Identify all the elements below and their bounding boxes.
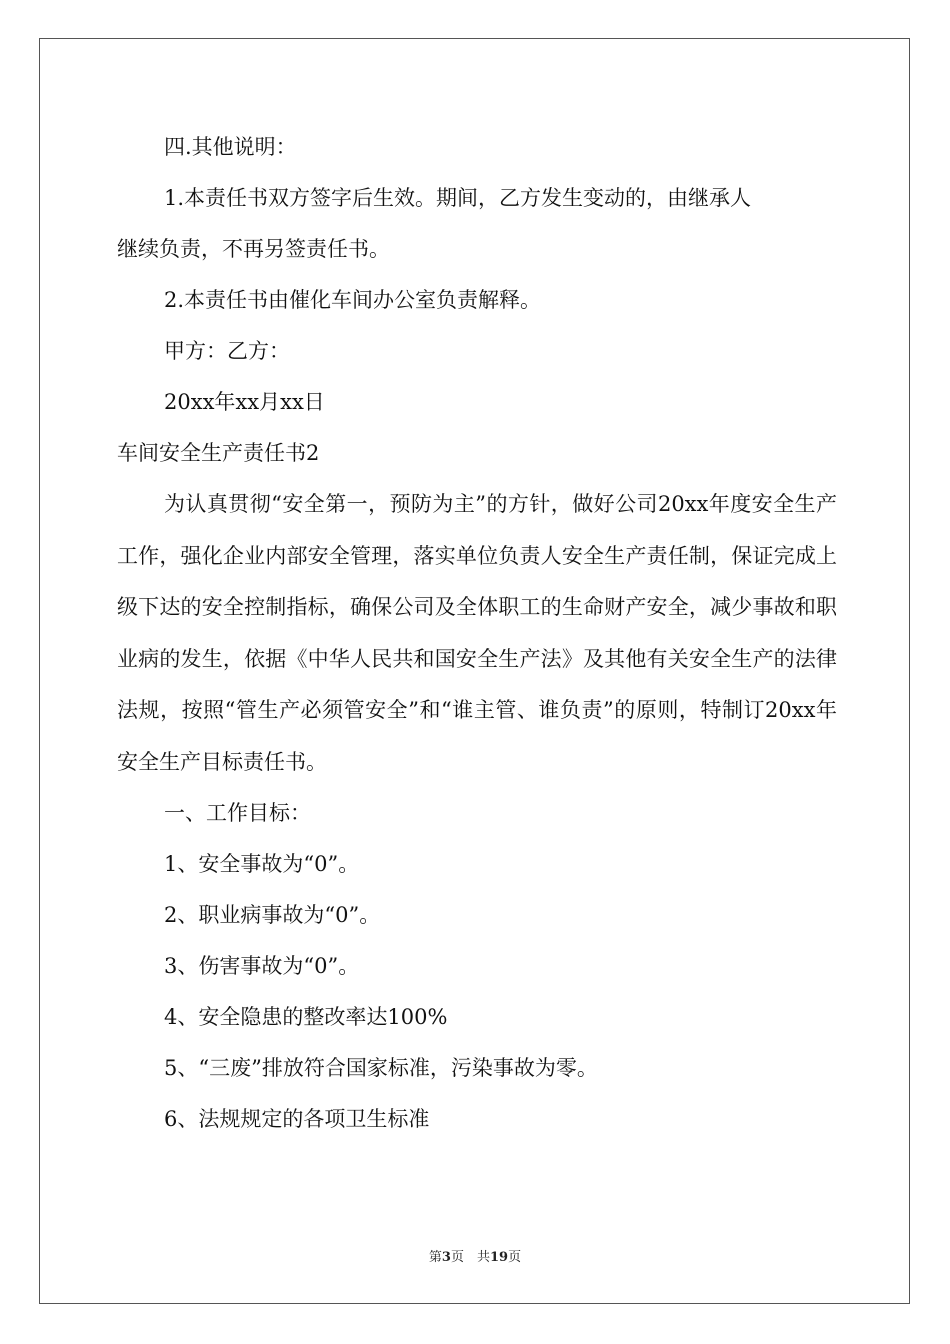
goal-item: 4、安全隐患的整改率达100% — [164, 1005, 448, 1029]
goal-item: 5、“三废”排放符合国家标准，污染事故为零。 — [164, 1056, 598, 1080]
page-prefix: 第 — [428, 1250, 442, 1265]
goal-item: 3、伤害事故为“0”。 — [164, 954, 360, 978]
goal-item: 1、安全事故为“0”。 — [164, 852, 360, 876]
page-footer — [0, 1246, 950, 1265]
total-page-number: 19 — [489, 1250, 509, 1265]
goals-title: 一、工作目标： — [164, 801, 311, 825]
goal-item: 2、职业病事故为“0”。 — [164, 903, 381, 927]
section-title: 四.其他说明： — [164, 135, 297, 159]
current-page-number: 3 — [441, 1250, 451, 1265]
document-heading: 车间安全生产责任书2 — [117, 441, 320, 465]
item-2: 2.本责任书由催化车间办公室负责解释。 — [164, 288, 542, 312]
intro-paragraph: 为认真贯彻“安全第一，预防为主”的方针，做好公司20xx年度安全生产工作，强化企业内部安全管理，落实单位负责人安全生产责任制，保证完成上级下达的安全控制指标，确保公司及全体职工的生命财产安全，减少事故和职业病的发生，依据《中华人民共和国安全生产法》及其他有关安全生产的法律法规，按照“管生产必须管安全”和“谁主管、谁负责”的原则，特制订20xx年安全生产目标责任书。 — [117, 492, 837, 774]
page-suffix: 页 — [508, 1250, 522, 1265]
document-body — [117, 122, 837, 1145]
signature-date: 20xx年xx月xx日 — [164, 390, 325, 414]
signature-parties: 甲方：乙方： — [164, 339, 290, 363]
item-1-line-1: 1.本责任书双方签字后生效。期间，乙方发生变动的，由继承人 — [164, 186, 752, 210]
goal-item: 6、法规规定的各项卫生标准 — [164, 1107, 430, 1131]
page-mid: 页 共 — [450, 1250, 490, 1265]
item-1-line-2: 继续负责，不再另签责任书。 — [117, 237, 390, 261]
